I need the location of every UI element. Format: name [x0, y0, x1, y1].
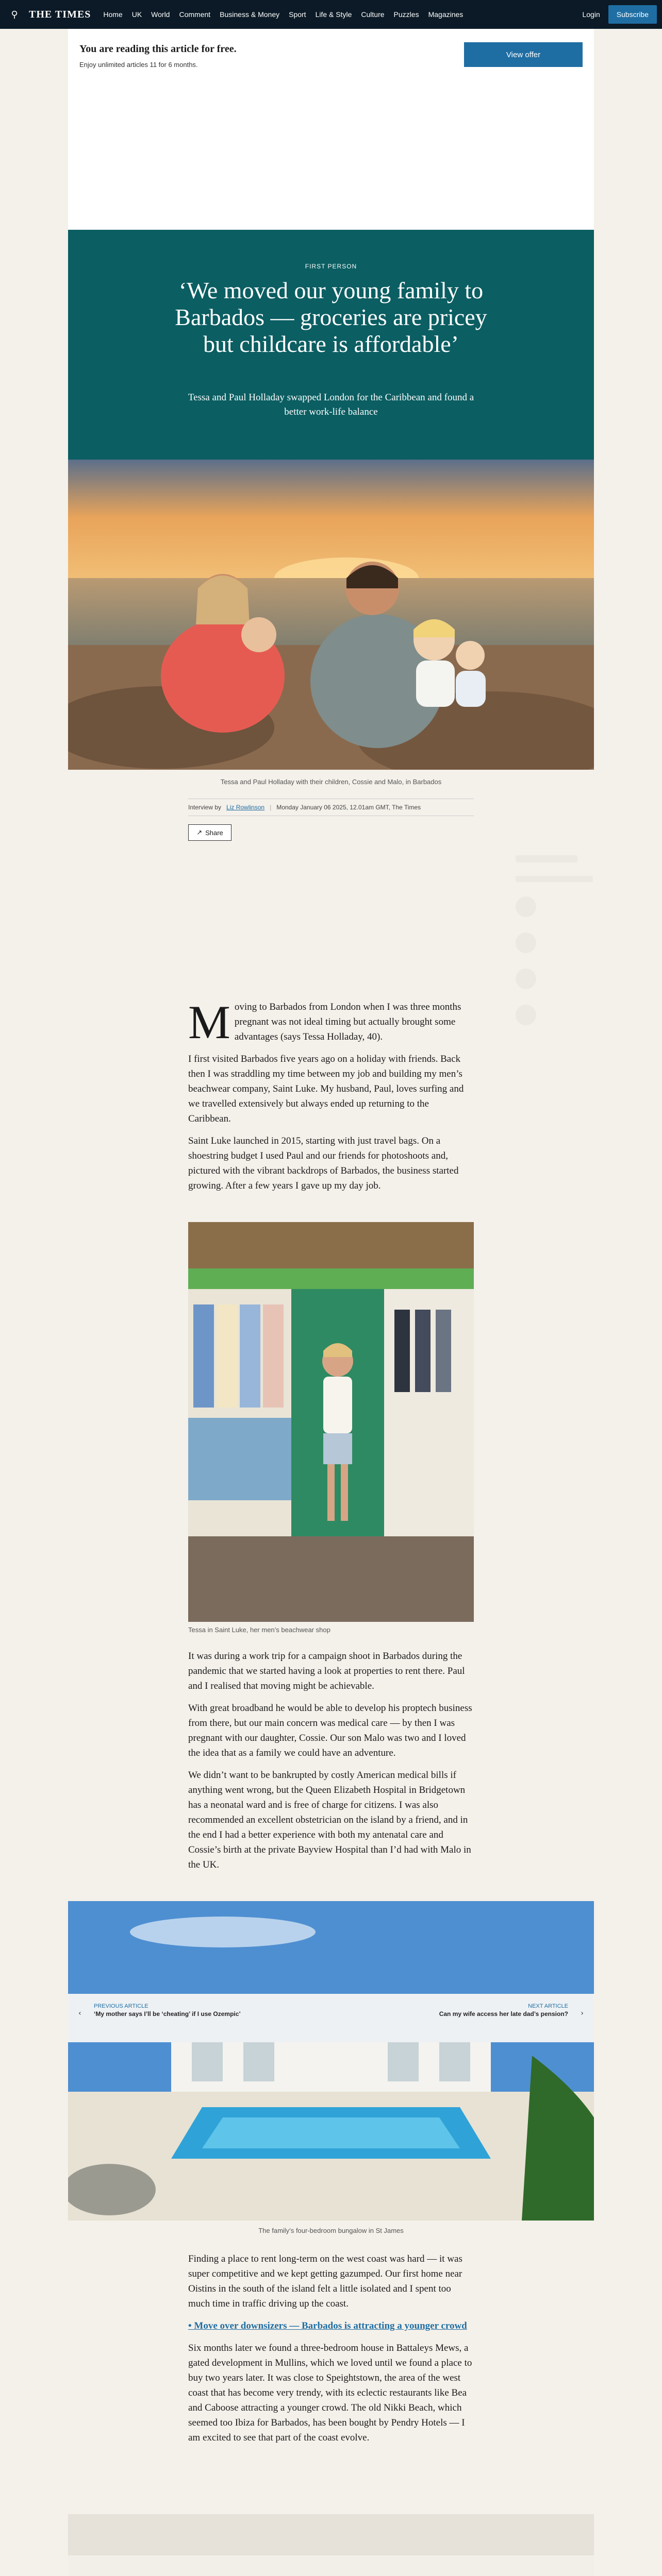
byline-separator: |: [270, 804, 272, 811]
nav-culture[interactable]: Culture: [361, 10, 385, 19]
ad-slot: [68, 90, 594, 230]
family-beach-photo: [68, 460, 594, 770]
nav-magazines[interactable]: Magazines: [428, 10, 464, 19]
share-label: Share: [205, 828, 223, 837]
pool-photo-caption: The family’s four-bedroom bungalow in St James: [258, 2227, 404, 2234]
intro-text: oving to Barbados from London when I was three months pregnant was not ideal timing but actually brought some advantages (says Tessa Holladay, 40).: [234, 1002, 461, 1042]
article-paragraph: Six months later we found a three-bedroom house in Battaleys Mews, a gated development in Mullins, which we loved until we found a place to buy two years later. It was close to Speightstown, the area of the west coast that has become very trendy, with its eclectic restaurants like Bea and Caboose attracting a younger crowd. The old Nikki Beach, which seemed too Ibiza for Barbados, has been bought by Pendry Hotels — I am excited to see that part of the coast evolve.: [188, 2343, 472, 2443]
main-photo-caption: Tessa and Paul Holladay with their children, Cossie and Malo, in Barbados: [220, 778, 442, 786]
share-button[interactable]: [188, 824, 231, 841]
next-arrow-icon[interactable]: ›: [581, 2009, 584, 2018]
share-icon: ↗: [196, 828, 203, 836]
sidebar-placeholder: [516, 1005, 536, 1025]
author-link[interactable]: Liz Rowlinson: [226, 804, 265, 811]
free-article-banner: [68, 29, 594, 90]
related-articles-strip: [68, 1994, 594, 2042]
banner-subtitle: Enjoy unlimited articles 11 for 6 months.: [79, 61, 198, 69]
read-more-link[interactable]: • Move over downsizers — Barbados is attracting a younger crowd: [188, 2320, 467, 2331]
prev-arrow-icon[interactable]: ‹: [78, 2009, 81, 2018]
nav-comment[interactable]: Comment: [179, 10, 211, 19]
nav-puzzles[interactable]: Puzzles: [393, 10, 419, 19]
article-paragraph: We didn’t want to be bankrupted by costly American medical bills if anything went wrong, but the Queen Elizabeth Hospital in Bridgetown has a neonatal ward and is free of charge for citizens. I was also recommended an excellent obstetrician on the island by a friend, and in the end I had a better experience with both my antenatal care and Cossie’s birth at the private Bayview Hospital than I’d had with Malo in the UK.: [188, 1770, 471, 1870]
previous-title: ‘My mother says I’ll be ‘cheating’ if I use Ozempic’: [94, 2010, 241, 2018]
article-paragraph: [188, 996, 474, 1048]
shop-photo: [188, 1222, 474, 1622]
login-link[interactable]: Login: [582, 10, 600, 19]
publish-date: Monday January 06 2025, 12.01am GMT, The Times: [276, 804, 421, 811]
shop-photo-caption: Tessa in Saint Luke, her men’s beachwear shop: [188, 1626, 330, 1634]
search-icon[interactable]: ⚲: [11, 9, 18, 20]
sidebar-placeholder: [516, 855, 577, 862]
next-article-link[interactable]: [439, 2003, 568, 2018]
article-byline: [188, 799, 474, 816]
article-paragraph: Finding a place to rent long-term on the west coast was hard — it was super competitive and we kept getting gazumped. Our first home near Oistins in the south of the island felt a little isolated and I spent too much time in traffic driving up the coast.: [188, 2253, 462, 2309]
sidebar-placeholder: [516, 876, 593, 882]
pool-bungalow-photo: [68, 1901, 594, 2221]
nav-sport[interactable]: Sport: [289, 10, 306, 19]
article-headline: ‘We moved our young family to Barbados — groceries are pricey but childcare is affordable’: [175, 277, 487, 357]
next-title: Can my wife access her late dad’s pension?: [439, 2010, 568, 2018]
article-paragraph: I first visited Barbados five years ago on a holiday with friends. Back then I was straddling my time between my job and building my men’s beachwear company, Saint Luke. My husband, Paul, loves surfing and we travelled extensively but always ended up returning to the Caribbean.: [188, 1054, 464, 1124]
byline-prefix: Interview by: [188, 804, 222, 811]
article-paragraph: With great broadband he would be able to develop his proptech business from there, but our main concern was medical care — by then I was pregnant with our daughter, Cossie. Our son Malo was two and I loved the idea that as a family we could have an adventure.: [188, 1703, 472, 1758]
article-body: [188, 996, 474, 1200]
times-logo[interactable]: THE TIMES: [29, 8, 91, 20]
next-label: NEXT ARTICLE: [528, 2003, 568, 2009]
article-paragraph: Saint Luke launched in 2015, starting with just travel bags. On a shoestring budget I used Paul and our friends for photoshoots and, pictured with the vibrant backdrops of Barbados, the business started growing. After a few years I gave up my day job.: [188, 1136, 459, 1191]
nav-home[interactable]: Home: [103, 10, 123, 19]
sidebar-placeholder: [516, 933, 536, 953]
nav-business[interactable]: Business & Money: [220, 10, 280, 19]
article-hero: [68, 230, 594, 460]
banner-title: You are reading this article for free.: [79, 43, 237, 55]
article-body: [188, 1649, 474, 1879]
article-paragraph: It was during a work trip for a campaign shoot in Barbados during the pandemic that we started having a look at properties to rent there. Paul and I realised that moving might be achievable.: [188, 1651, 465, 1691]
top-nav: [0, 0, 662, 29]
previous-label: PREVIOUS ARTICLE: [94, 2003, 148, 2009]
sidebar-placeholder: [516, 896, 536, 917]
drop-cap: M: [188, 996, 230, 1048]
living-room-photo: [68, 2514, 594, 2576]
subscribe-button[interactable]: Subscribe: [608, 5, 657, 24]
previous-article-link[interactable]: [94, 2003, 241, 2018]
nav-world[interactable]: World: [151, 10, 170, 19]
article-standfirst: Tessa and Paul Holladay swapped London for the Caribbean and found a better work-life balance: [188, 392, 474, 417]
view-offer-button[interactable]: View offer: [464, 42, 583, 67]
nav-uk[interactable]: UK: [131, 10, 142, 19]
nav-life-style[interactable]: Life & Style: [315, 10, 352, 19]
section-nav: [103, 10, 463, 19]
sidebar-placeholder: [516, 969, 536, 989]
article-body: [188, 2251, 474, 2452]
article-kicker: FIRST PERSON: [305, 263, 357, 270]
